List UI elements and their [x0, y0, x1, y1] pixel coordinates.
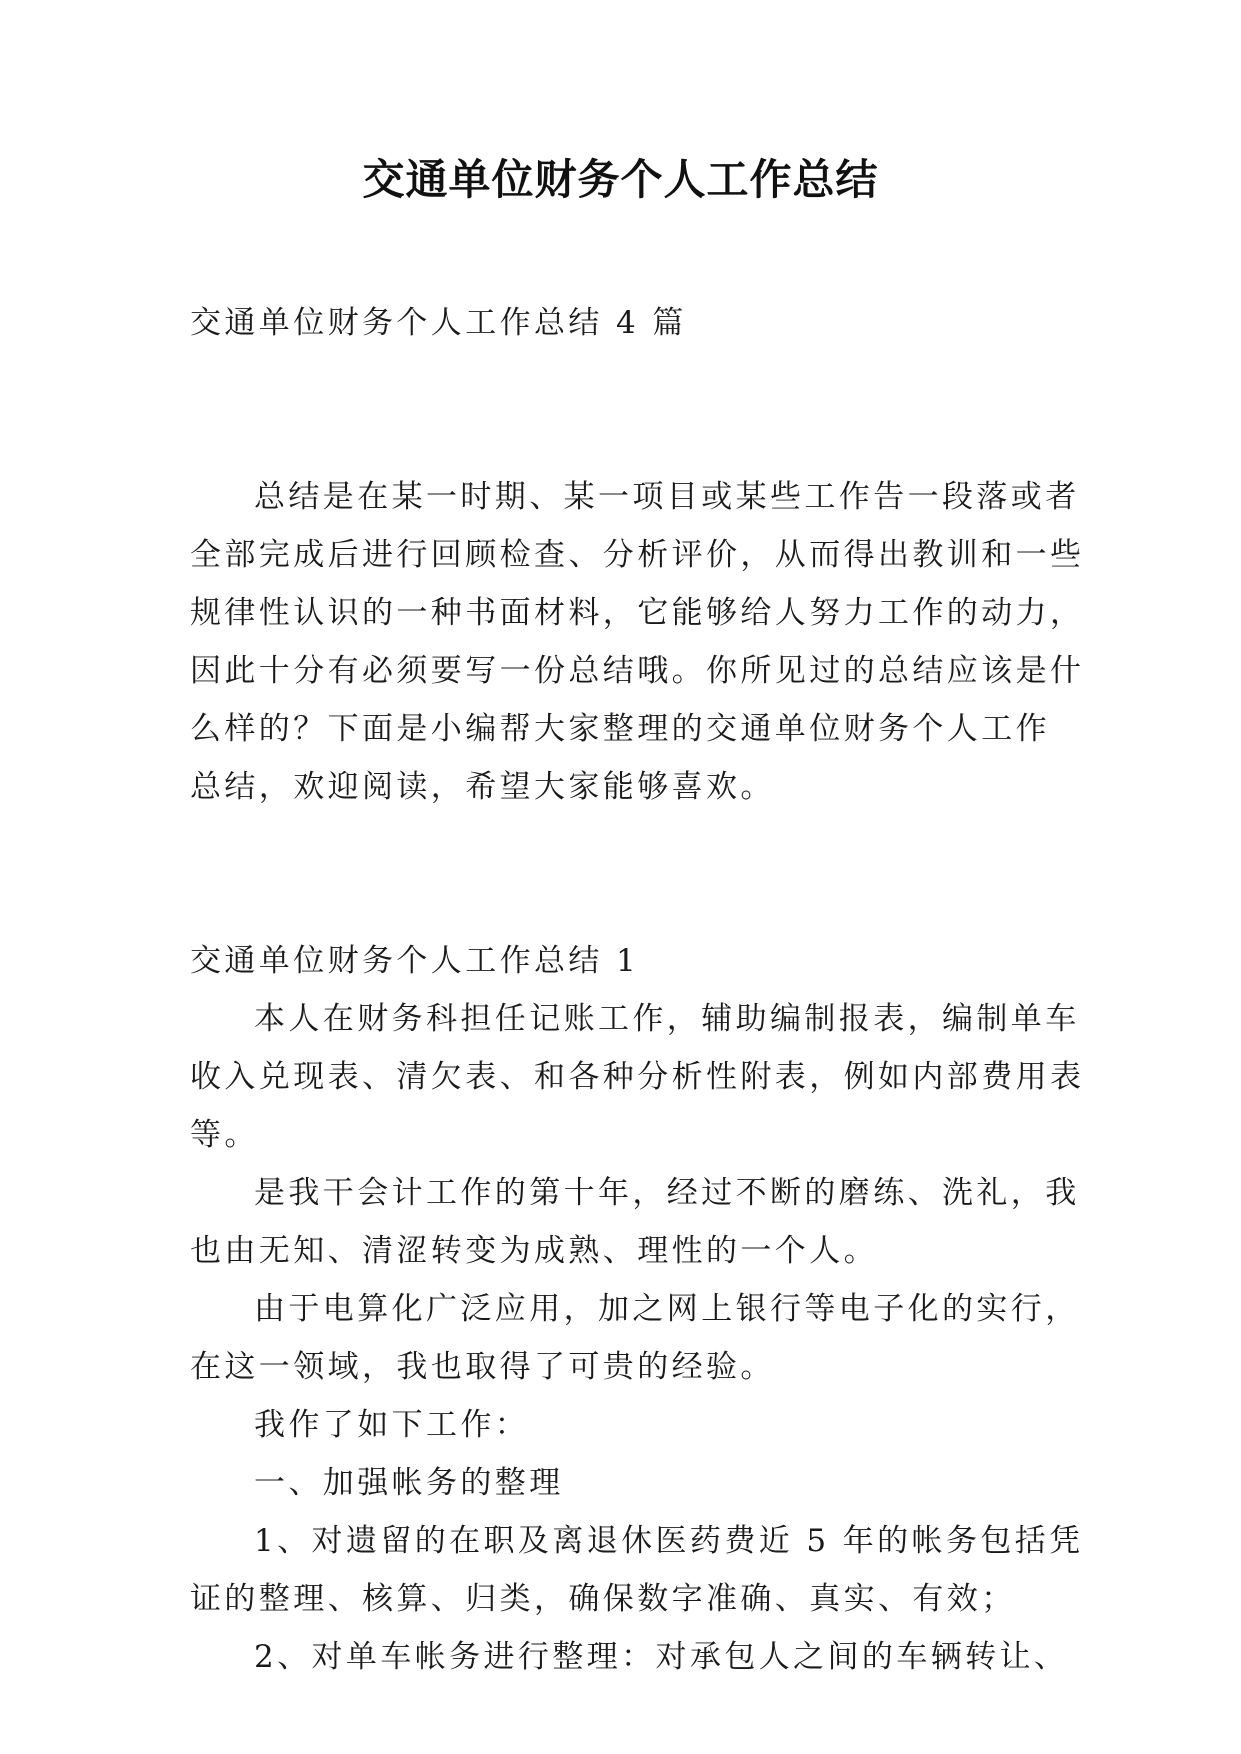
section-heading: 交通单位财务个人工作总结 1 — [190, 943, 640, 979]
paragraph-line: 在这一领域，我也取得了可贵的经验。 — [190, 1349, 775, 1385]
intro-line: 总结是在某一时期、某一项目或某些工作告一段落或者 — [254, 479, 1080, 515]
paragraph-line: 由于电算化广泛应用，加之网上银行等电子化的实行， — [254, 1291, 1080, 1327]
document-subtitle: 交通单位财务个人工作总结 4 篇 — [190, 305, 687, 341]
paragraph-line: 是我干会计工作的第十年，经过不断的磨练、洗礼，我 — [254, 1175, 1080, 1211]
intro-line: 全部完成后进行回顾检查、分析评价，从而得出教训和一些 — [190, 537, 1085, 573]
document-title: 交通单位财务个人工作总结 — [362, 155, 879, 204]
intro-line: 么样的？下面是小编帮大家整理的交通单位财务个人工作 — [190, 711, 1050, 747]
paragraph-line: 我作了如下工作： — [254, 1407, 530, 1443]
spacer — [190, 816, 1050, 932]
paragraph-line: 1、对遗留的在职及离退休医药费近 5 年的帐务包括凭 — [254, 1523, 1084, 1559]
document-body — [190, 294, 1085, 1686]
paragraph-line: 本人在财务科担任记账工作，辅助编制报表，编制单车 — [254, 1001, 1080, 1037]
paragraph-line: 一、加强帐务的整理 — [254, 1465, 564, 1501]
intro-paragraph — [190, 468, 1085, 816]
intro-line: 规律性认识的一种书面材料，它能够给人努力工作的动力， — [190, 595, 1085, 631]
intro-line: 因此十分有必须要写一份总结哦。你所见过的总结应该是什 — [190, 653, 1085, 689]
paragraph-line: 收入兑现表、清欠表、和各种分析性附表，例如内部费用表 — [190, 1059, 1085, 1095]
paragraph-line: 等。 — [190, 1117, 259, 1153]
intro-line: 总结，欢迎阅读，希望大家能够喜欢。 — [190, 769, 775, 805]
spacer — [190, 352, 1050, 468]
paragraph-line: 也由无知、清涩转变为成熟、理性的一个人。 — [190, 1233, 878, 1269]
section-1-body — [190, 990, 1085, 1686]
paragraph-line: 证的整理、核算、归类，确保数字准确、真实、有效； — [190, 1581, 1016, 1617]
paragraph-line: 2、对单车帐务进行整理：对承包人之间的车辆转让、 — [254, 1639, 1069, 1675]
